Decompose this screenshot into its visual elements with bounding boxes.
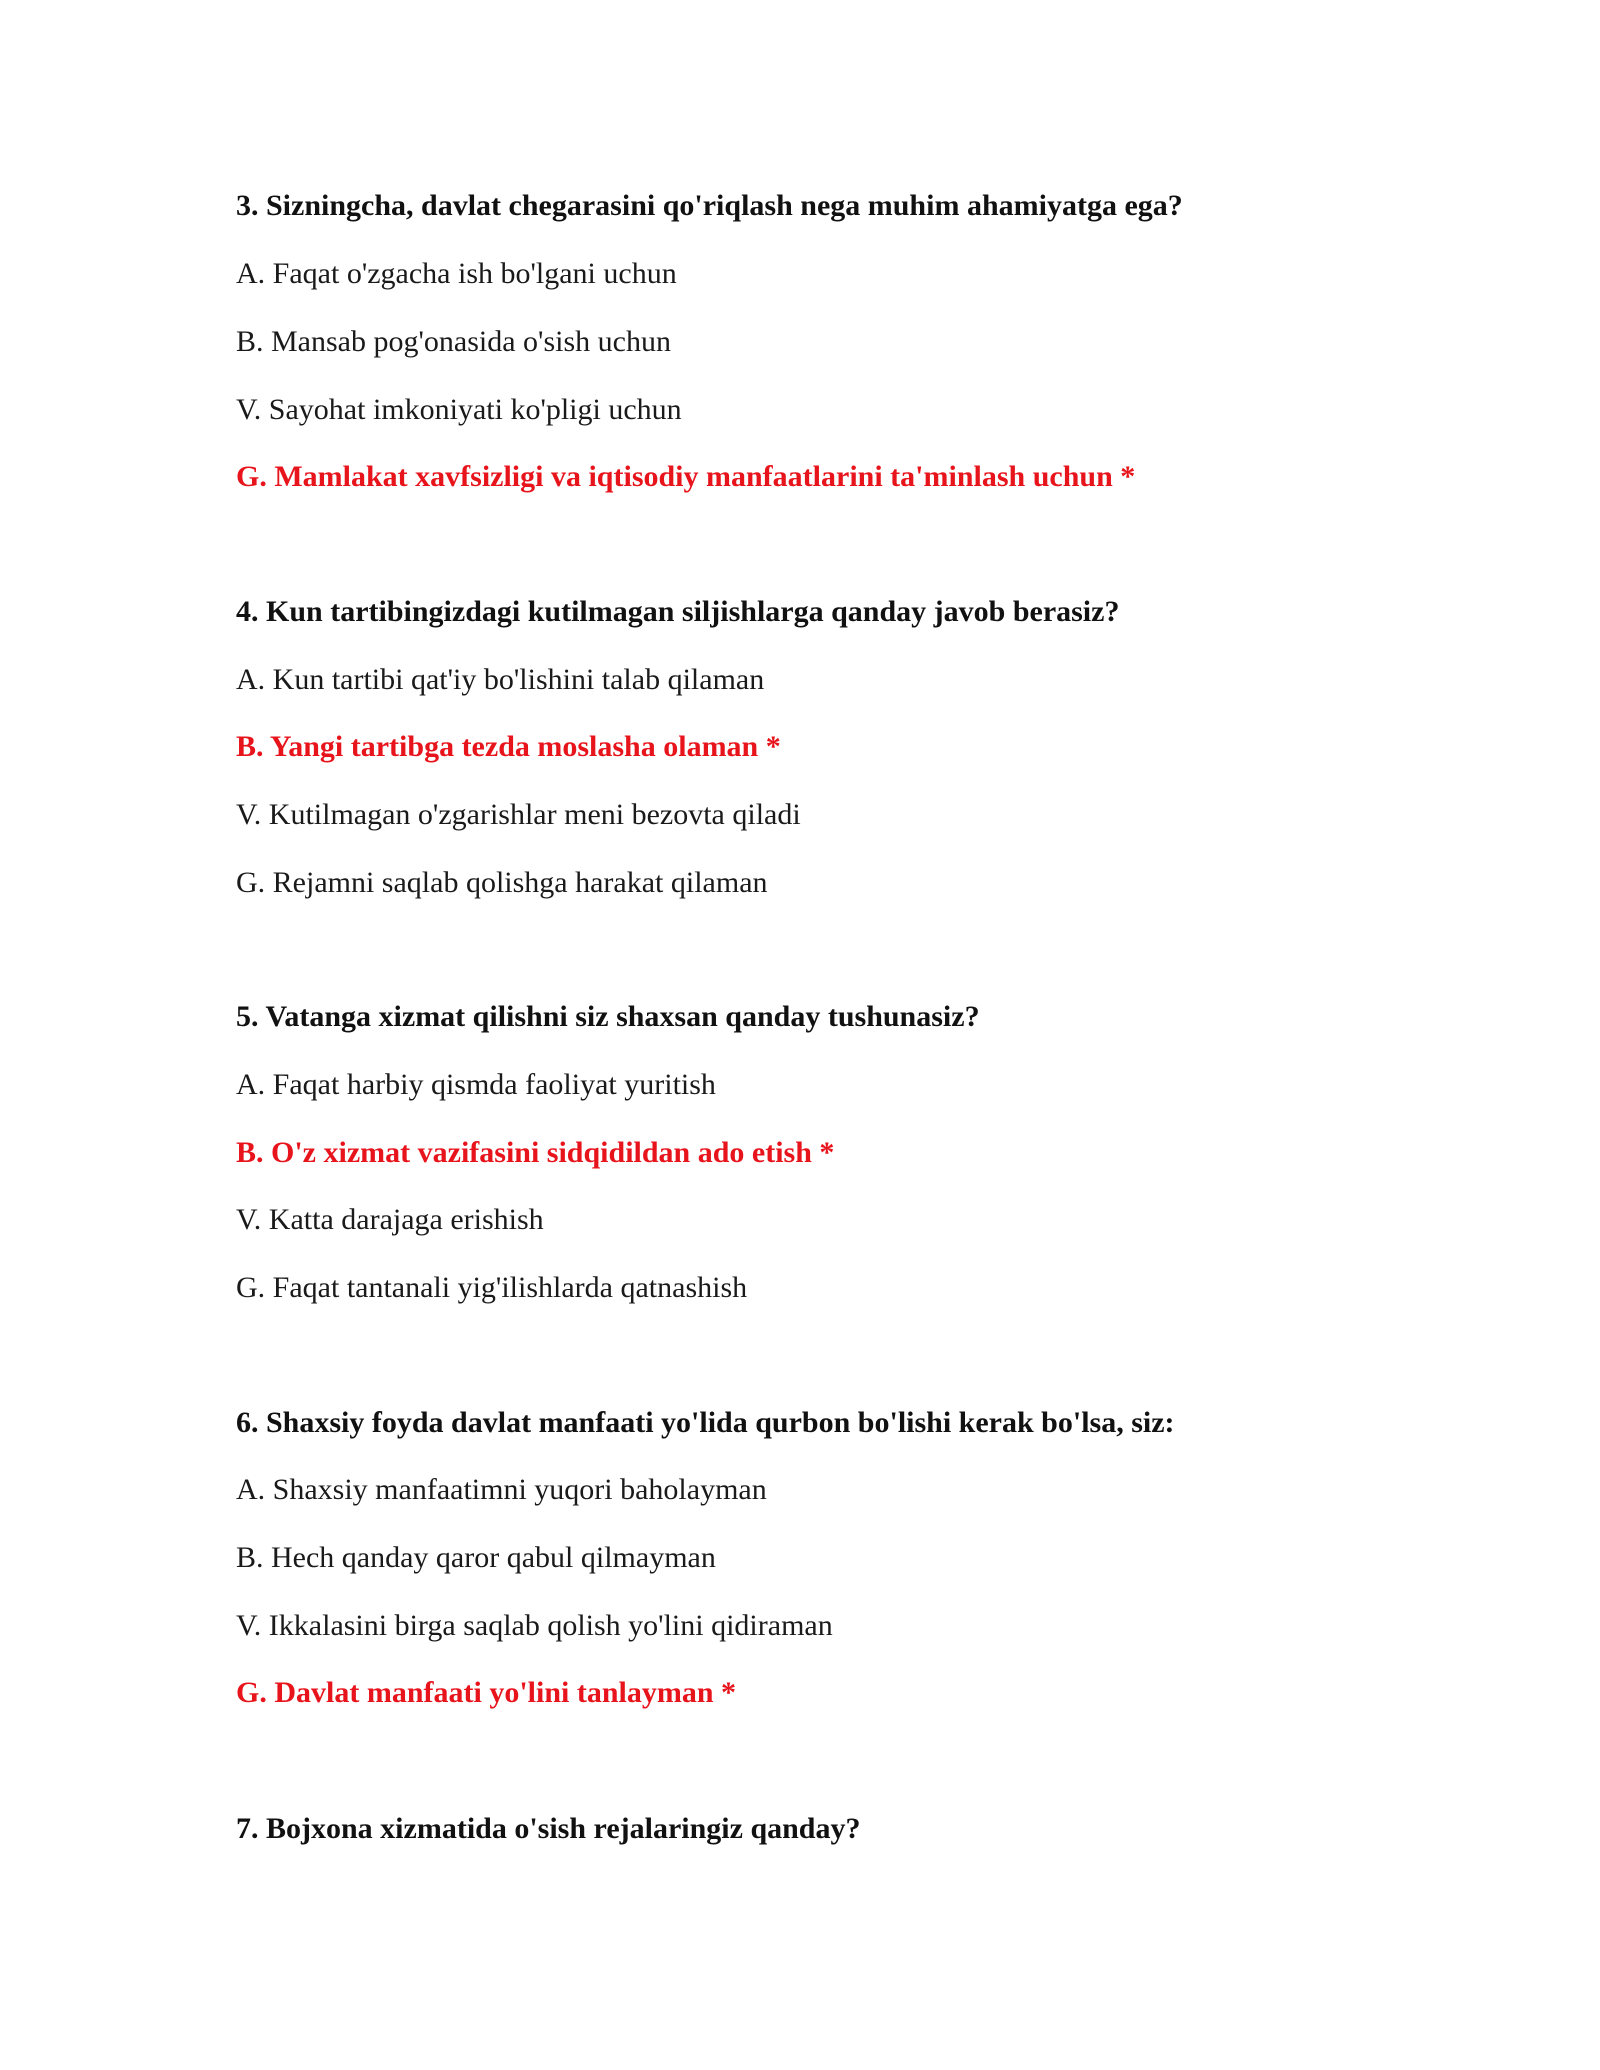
question-5-option-b-correct: B. O'z xizmat vazifasini sidqidildan ado etish *: [236, 1136, 835, 1169]
question-3: 3. Sizningcha, davlat chegarasini qo'riqlash nega muhim ahamiyatga ega?: [236, 189, 1183, 222]
question-3-option-v: V. Sayohat imkoniyati ko'pligi uchun: [236, 393, 682, 426]
question-4-option-a: A. Kun tartibi qat'iy bo'lishini talab qilaman: [236, 663, 765, 696]
question-6-option-a: A. Shaxsiy manfaatimni yuqori baholayman: [236, 1473, 767, 1506]
question-4-option-b-correct: B. Yangi tartibga tezda moslasha olaman *: [236, 730, 781, 763]
question-3-option-a: A. Faqat o'zgacha ish bo'lgani uchun: [236, 257, 677, 290]
question-4-option-g: G. Rejamni saqlab qolishga harakat qilaman: [236, 866, 768, 899]
question-6: 6. Shaxsiy foyda davlat manfaati yo'lida qurbon bo'lishi kerak bo'lsa, siz:: [236, 1406, 1175, 1439]
question-5-option-v: V. Katta darajaga erishish: [236, 1203, 544, 1236]
question-5: 5. Vatanga xizmat qilishni siz shaxsan qanday tushunasiz?: [236, 1000, 980, 1033]
question-4: 4. Kun tartibingizdagi kutilmagan siljishlarga qanday javob berasiz?: [236, 595, 1120, 628]
question-7: 7. Bojxona xizmatida o'sish rejalaringiz qanday?: [236, 1812, 861, 1845]
question-3-option-b: B. Mansab pog'onasida o'sish uchun: [236, 325, 671, 358]
question-6-option-v: V. Ikkalasini birga saqlab qolish yo'lini qidiraman: [236, 1609, 833, 1642]
question-6-option-g-correct: G. Davlat manfaati yo'lini tanlayman *: [236, 1676, 737, 1709]
question-5-option-a: A. Faqat harbiy qismda faoliyat yuritish: [236, 1068, 716, 1101]
question-6-option-b: B. Hech qanday qaror qabul qilmayman: [236, 1541, 716, 1574]
question-4-option-v: V. Kutilmagan o'zgarishlar meni bezovta qiladi: [236, 798, 801, 831]
question-5-option-g: G. Faqat tantanali yig'ilishlarda qatnashish: [236, 1271, 748, 1304]
question-3-option-g-correct: G. Mamlakat xavfsizligi va iqtisodiy manfaatlarini ta'minlash uchun *: [236, 460, 1136, 493]
